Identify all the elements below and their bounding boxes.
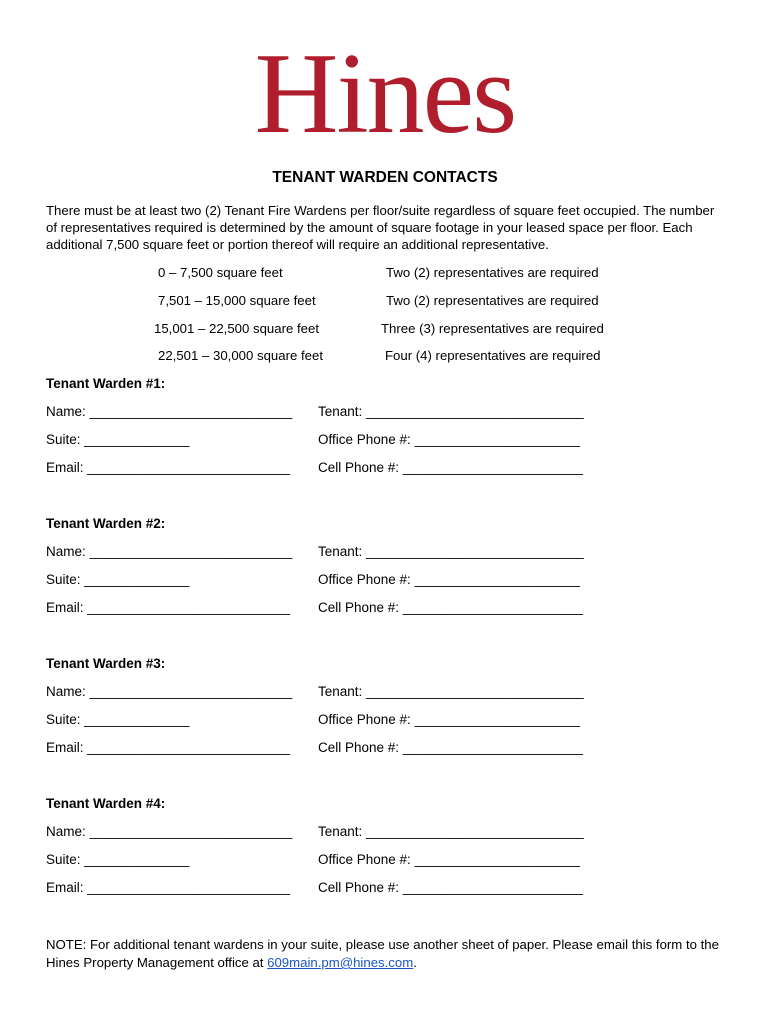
page-title: TENANT WARDEN CONTACTS — [272, 169, 498, 186]
cell-phone-field[interactable]: Cell Phone #: ________________________ — [318, 460, 583, 475]
req-range-3: 15,001 – 22,500 square feet — [154, 321, 319, 336]
name-field[interactable]: Name: ___________________________ — [46, 684, 293, 699]
name-field[interactable]: Name: ___________________________ — [46, 404, 293, 419]
email-field[interactable]: Email: ___________________________ — [46, 600, 290, 615]
tenant-field[interactable]: Tenant: _____________________________ — [318, 544, 584, 559]
email-field[interactable]: Email: ___________________________ — [46, 460, 290, 475]
office-phone-field[interactable]: Office Phone #: ______________________ — [318, 852, 580, 867]
warden-heading: Tenant Warden #4: — [46, 796, 166, 811]
cell-phone-field[interactable]: Cell Phone #: ________________________ — [318, 740, 583, 755]
name-field[interactable]: Name: ___________________________ — [46, 824, 293, 839]
note-text: NOTE: For additional tenant wardens in your suite, please use another sheet of paper. Please email this form to the Hines Property Management office at — [46, 937, 719, 970]
tenant-field[interactable]: Tenant: _____________________________ — [318, 684, 584, 699]
cell-phone-field[interactable]: Cell Phone #: ________________________ — [318, 600, 583, 615]
hines-logo: Hines — [254, 30, 516, 158]
req-reps-1: Two (2) representatives are required — [386, 265, 599, 280]
suite-field[interactable]: Suite: ______________ — [46, 432, 190, 447]
office-phone-field[interactable]: Office Phone #: ______________________ — [318, 432, 580, 447]
req-range-1: 0 – 7,500 square feet — [158, 265, 283, 280]
suite-field[interactable]: Suite: ______________ — [46, 852, 190, 867]
intro-paragraph: There must be at least two (2) Tenant Fire Wardens per floor/suite regardless of square feet occupied. The number of representatives required is determined by the amount of square footage in your leased space per floor. Each additional 7,500 square feet or portion thereof will require an additional representative. — [46, 203, 715, 253]
note-end: . — [413, 955, 417, 970]
req-reps-4: Four (4) representatives are required — [385, 348, 601, 363]
req-reps-2: Two (2) representatives are required — [386, 293, 599, 308]
req-range-4: 22,501 – 30,000 square feet — [158, 348, 323, 363]
email-field[interactable]: Email: ___________________________ — [46, 740, 290, 755]
note-paragraph — [46, 936, 736, 972]
email-link[interactable]: 609main.pm@hines.com — [267, 955, 414, 970]
office-phone-field[interactable]: Office Phone #: ______________________ — [318, 572, 580, 587]
email-field[interactable]: Email: ___________________________ — [46, 880, 290, 895]
office-phone-field[interactable]: Office Phone #: ______________________ — [318, 712, 580, 727]
name-field[interactable]: Name: ___________________________ — [46, 544, 293, 559]
warden-heading: Tenant Warden #2: — [46, 516, 166, 531]
tenant-field[interactable]: Tenant: _____________________________ — [318, 404, 584, 419]
cell-phone-field[interactable]: Cell Phone #: ________________________ — [318, 880, 583, 895]
warden-heading: Tenant Warden #1: — [46, 376, 166, 391]
warden-heading: Tenant Warden #3: — [46, 656, 166, 671]
tenant-field[interactable]: Tenant: _____________________________ — [318, 824, 584, 839]
suite-field[interactable]: Suite: ______________ — [46, 572, 190, 587]
req-range-2: 7,501 – 15,000 square feet — [158, 293, 316, 308]
suite-field[interactable]: Suite: ______________ — [46, 712, 190, 727]
req-reps-3: Three (3) representatives are required — [381, 321, 604, 336]
